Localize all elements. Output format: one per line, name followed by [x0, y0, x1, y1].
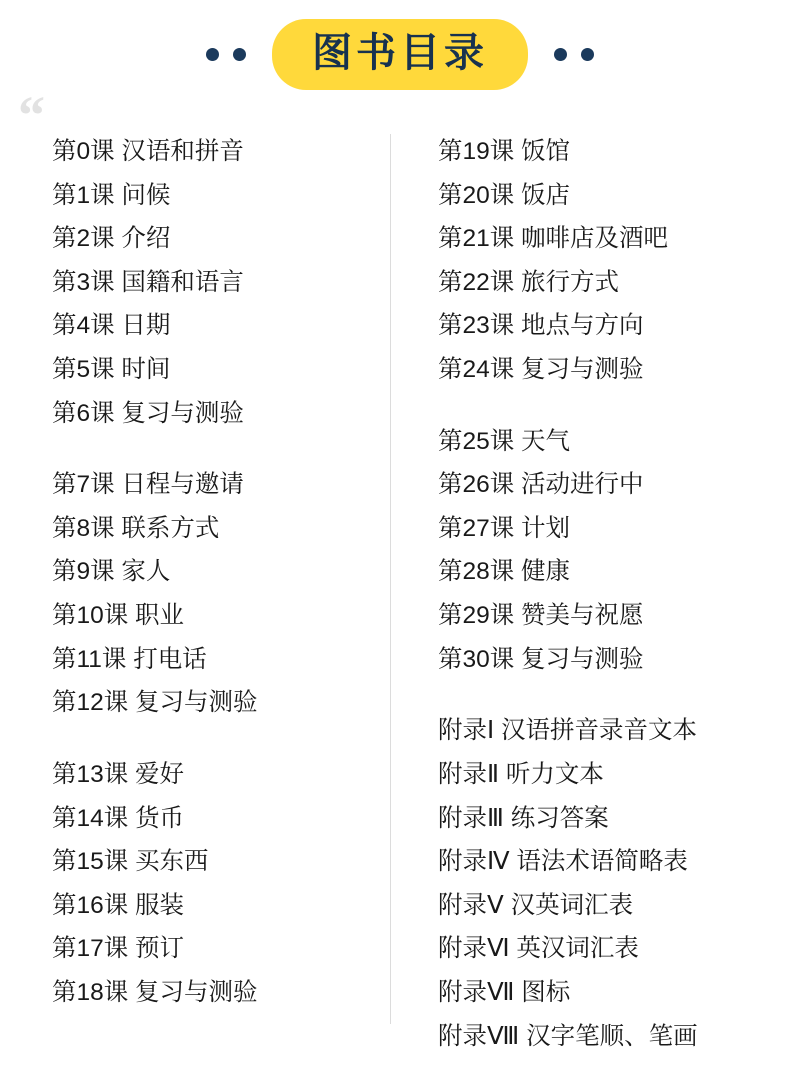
catalog-entry[interactable]: 第8课 联系方式 [52, 514, 220, 542]
catalog-entry[interactable]: 附录Ⅱ 听力文本 [438, 760, 604, 788]
left-dots-decoration [206, 48, 246, 61]
catalog-entry[interactable]: 第21课 咖啡店及酒吧 [438, 225, 669, 253]
catalog-entry[interactable]: 第1课 问候 [52, 181, 171, 209]
catalog-entry[interactable]: 第24课 复习与测验 [438, 356, 644, 384]
catalog-entry[interactable]: 附录Ⅵ 英汉词汇表 [438, 935, 639, 963]
section-spacer [438, 392, 800, 420]
catalog-entry[interactable]: 第10课 职业 [52, 602, 185, 630]
dot-icon [233, 48, 246, 61]
catalog-entry[interactable]: 附录Ⅶ 图标 [438, 978, 571, 1006]
catalog-entry[interactable]: 第29课 赞美与祝愿 [438, 602, 644, 630]
catalog-column-right [391, 130, 800, 1048]
catalog-entry[interactable]: 第19课 饭馆 [438, 138, 571, 165]
catalog-entry[interactable]: 第13课 爱好 [52, 760, 185, 788]
dot-icon [581, 48, 594, 61]
catalog-entry[interactable]: 第20课 饭店 [438, 181, 571, 209]
catalog-entry[interactable]: 附录Ⅷ 汉字笔顺、笔画 [438, 1022, 698, 1050]
section-spacer [438, 681, 800, 709]
dot-icon [554, 48, 567, 61]
dot-icon [206, 48, 219, 61]
catalog-entry[interactable]: 第3课 国籍和语言 [52, 268, 244, 296]
catalog-entry[interactable]: 第27课 计划 [438, 514, 571, 542]
catalog-entry[interactable]: 第12课 复习与测验 [52, 689, 258, 717]
catalog-entry[interactable]: 第2课 介绍 [52, 225, 171, 253]
catalog-entry[interactable]: 第17课 预订 [52, 935, 185, 963]
quote-mark-icon: “ [18, 85, 45, 145]
catalog-entry[interactable]: 第15课 买东西 [52, 848, 209, 876]
catalog-entry[interactable]: 第0课 汉语和拼音 [52, 138, 244, 165]
catalog-entry[interactable]: 附录Ⅲ 练习答案 [438, 804, 609, 832]
title-badge [272, 19, 528, 90]
page-header [0, 0, 800, 108]
catalog-entry[interactable]: 附录Ⅴ 汉英词汇表 [438, 891, 634, 919]
catalog-entry[interactable]: 第30课 复习与测验 [438, 645, 644, 673]
catalog-entry[interactable]: 第22课 旅行方式 [438, 268, 620, 296]
catalog-entry[interactable]: 第18课 复习与测验 [52, 978, 258, 1006]
catalog-entry[interactable]: 第25课 天气 [438, 427, 571, 455]
section-spacer [52, 725, 390, 753]
catalog-entry[interactable]: 第11课 打电话 [52, 645, 207, 673]
catalog-entry[interactable]: 第16课 服装 [52, 891, 185, 919]
catalog-column-left [0, 130, 390, 1048]
catalog-content [0, 108, 800, 1048]
catalog-entry[interactable]: 第5课 时间 [52, 356, 171, 384]
catalog-entry[interactable]: 第26课 活动进行中 [438, 471, 644, 499]
catalog-entry[interactable]: 第6课 复习与测验 [52, 399, 244, 427]
catalog-entry[interactable]: 第9课 家人 [52, 558, 171, 586]
section-spacer [52, 435, 390, 463]
catalog-entry[interactable]: 附录Ⅳ 语法术语简略表 [438, 848, 688, 876]
catalog-entry[interactable]: 第7课 日程与邀请 [52, 471, 244, 499]
catalog-entry[interactable]: 第28课 健康 [438, 558, 571, 586]
page-title: 图书目录 [312, 30, 488, 75]
right-dots-decoration [554, 48, 594, 61]
catalog-entry[interactable]: 附录Ⅰ 汉语拼音录音文本 [438, 717, 698, 745]
catalog-entry[interactable]: 第14课 货币 [52, 804, 185, 832]
catalog-entry[interactable]: 第23课 地点与方向 [438, 312, 644, 340]
catalog-entry[interactable]: 第4课 日期 [52, 312, 171, 340]
